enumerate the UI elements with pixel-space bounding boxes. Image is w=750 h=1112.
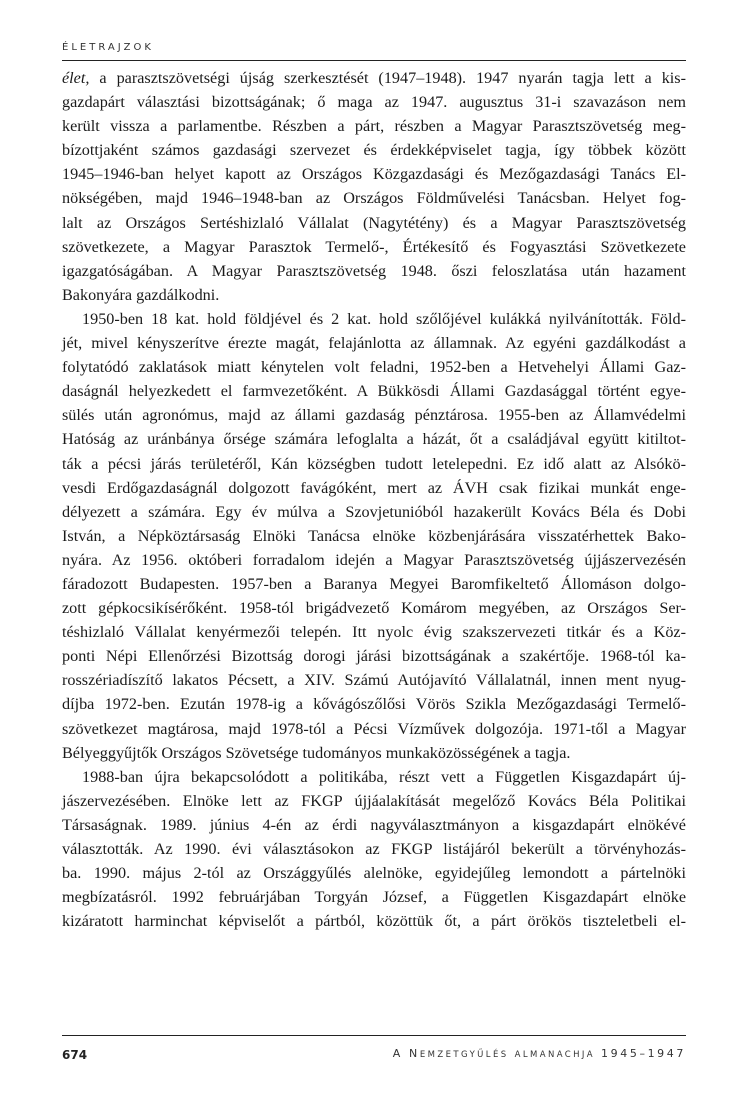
header-rule [62,60,686,61]
text-line: 1988-ban újra bekapcsolódott a politikába, részt vett a Független Kisgazdapárt új- [82,767,686,786]
text-line: kizáratott harminchat képviselőt a pártból, közöttük őt, a párt örökös tiszteletbeli el- [62,912,686,931]
text-line: ba. 1990. május 2-tól az Országgyűlés alelnöke, egyidejűleg lemondott a pártelnöki [62,864,686,883]
text-line: élet, a parasztszövetségi újság szerkesztését (1947–1948). 1947 nyarán tagja lett a kis- [62,69,686,87]
text-line: bízottjaként számos gazdasági szervezet és érdekképviselet tagja, így többek között [62,141,686,160]
text-line: került vissza a parlamentbe. Részben a párt, részben a Magyar Parasztszövetség meg- [62,117,686,136]
text-line: délyezett a számára. Egy év múlva a Szovjetunióból hazakerült Kovács Béla és Dobi [62,502,686,521]
italic-word: élet, [62,69,90,87]
running-head: ÉLETRAJZOK [62,42,154,53]
text-line: István, a Népköztársaság Elnöki Tanácsa elnöke közbenjárására visszatérhettek Bako- [62,526,686,545]
text-line: jét, mivel kényszerítve érezte magát, felajánlotta az államnak. Az egyéni gazdálkodást a [62,334,686,353]
text-line: nökségében, majd 1946–1948-ban az Országos Földművelési Tanácsban. Helyet fog- [62,189,686,208]
text-line: Bélyeggyűjtők Országos Szövetsége tudományos munkaközösségének a tagja. [62,743,571,762]
body-text [62,66,686,933]
text-line: díjba 1972-ben. Ezután 1978-ig a kővágószőlősi Vörös Szikla Mezőgazdasági Termelő- [62,695,686,714]
text-line: Társaságnak. 1989. június 4-én az érdi nagyválasztmányon a kisgazdapárt elnökévé [62,815,686,834]
text-line: választották. Az 1990. évi választásokon az FKGP listájáról bekerült a törvényhozás- [62,840,686,858]
text-line: daságnál helyezkedett el farmvezetőként. A Bükkösdi Állami Gazdasággal történt egye- [62,382,686,401]
text-line: gazdapárt választási bizottságának; ő maga az 1947. augusztus 31-i szavazáson nem [62,93,686,112]
text-line: jászervezésében. Elnöke lett az FKGP újjáalakítását megelőző Kovács Béla Politikai [62,791,686,810]
text-line: folytatódó zaklatások miatt kénytelen volt feladni, 1952-ben a Hetvehelyi Állami Gaz- [62,358,686,377]
text-line: Bakonyára gazdálkodni. [62,285,220,304]
text-line: rosszériadíszítő lakatos Pécsett, a XIV. Számú Autójavító Vállalatnál, innen ment nyug- [62,671,686,690]
text-line: 1950-ben 18 kat. hold földjével és 2 kat. hold szőlőjével kulákká nyilvánították. Föld- [82,309,686,328]
text-line: szövetkezete, a Magyar Parasztok Termelő-, Értékesítő és Fogyasztási Szövetkezete [62,237,686,256]
text-line: 1945–1946-ban helyet kapott az Országos Közgazdasági és Mezőgazdasági Tanács El- [62,165,686,184]
text-line: fáradozott Budapesten. 1957-ben a Baranya Megyei Baromfikeltető Állomáson dolgo- [62,574,686,593]
text-line: zott gépkocsikísérőként. 1958-tól brigádvezető Komárom megyében, az Országos Ser- [62,599,686,618]
text-line: ták a pécsi járás területéről, Kán községben tudott letelepedni. Ez idő alatt az Alsókö- [62,454,686,473]
text-line: sülés után agronómus, majd az állami gazdaság pénztárosa. 1955-ben az Államvédelmi [62,406,686,425]
text-line: megbízatásról. 1992 februárjában Torgyán József, a Független Kisgazdapárt elnöke [62,888,686,907]
text-line: szövetkezet magtárosa, majd 1978-tól a Pécsi Vízművek dolgozója. 1971-től a Magyar [62,719,686,738]
page-number: 674 [62,1048,88,1062]
text-line: Hatóság az uránbánya őrsége számára lefoglalta a házát, őt a családjával együtt kitiltot- [62,430,686,449]
footer-rule [62,1035,686,1036]
text-line: lalt az Országos Sertéshizlaló Vállalat (Nagytétény) és a Magyar Parasztszövetség [62,213,686,232]
text-line: nyára. Az 1956. októberi forradalom idején a Magyar Parasztszövetség újjászervezésén [62,550,686,569]
text-line: igazgatóságában. A Magyar Parasztszövetség 1948. őszi feloszlatása után hazament [62,261,686,280]
text-line: vesdi Erdőgazdaságnál dolgozott favágóként, mert az ÁVH csak fizikai munkát enge- [62,478,686,497]
book-title: A NEMZETGYŰLÉS ALMANACHJA 1945–1947 [392,1047,686,1060]
text-line: téshizlaló Vállalat kenyérmezői telepén. Itt nyolc évig szakszervezeti titkár és a Köz- [62,623,686,642]
text-line: ponti Népi Ellenőrzési Bizottság dorogi járási bizottságának a szakértője. 1968-tól ka- [62,647,686,666]
